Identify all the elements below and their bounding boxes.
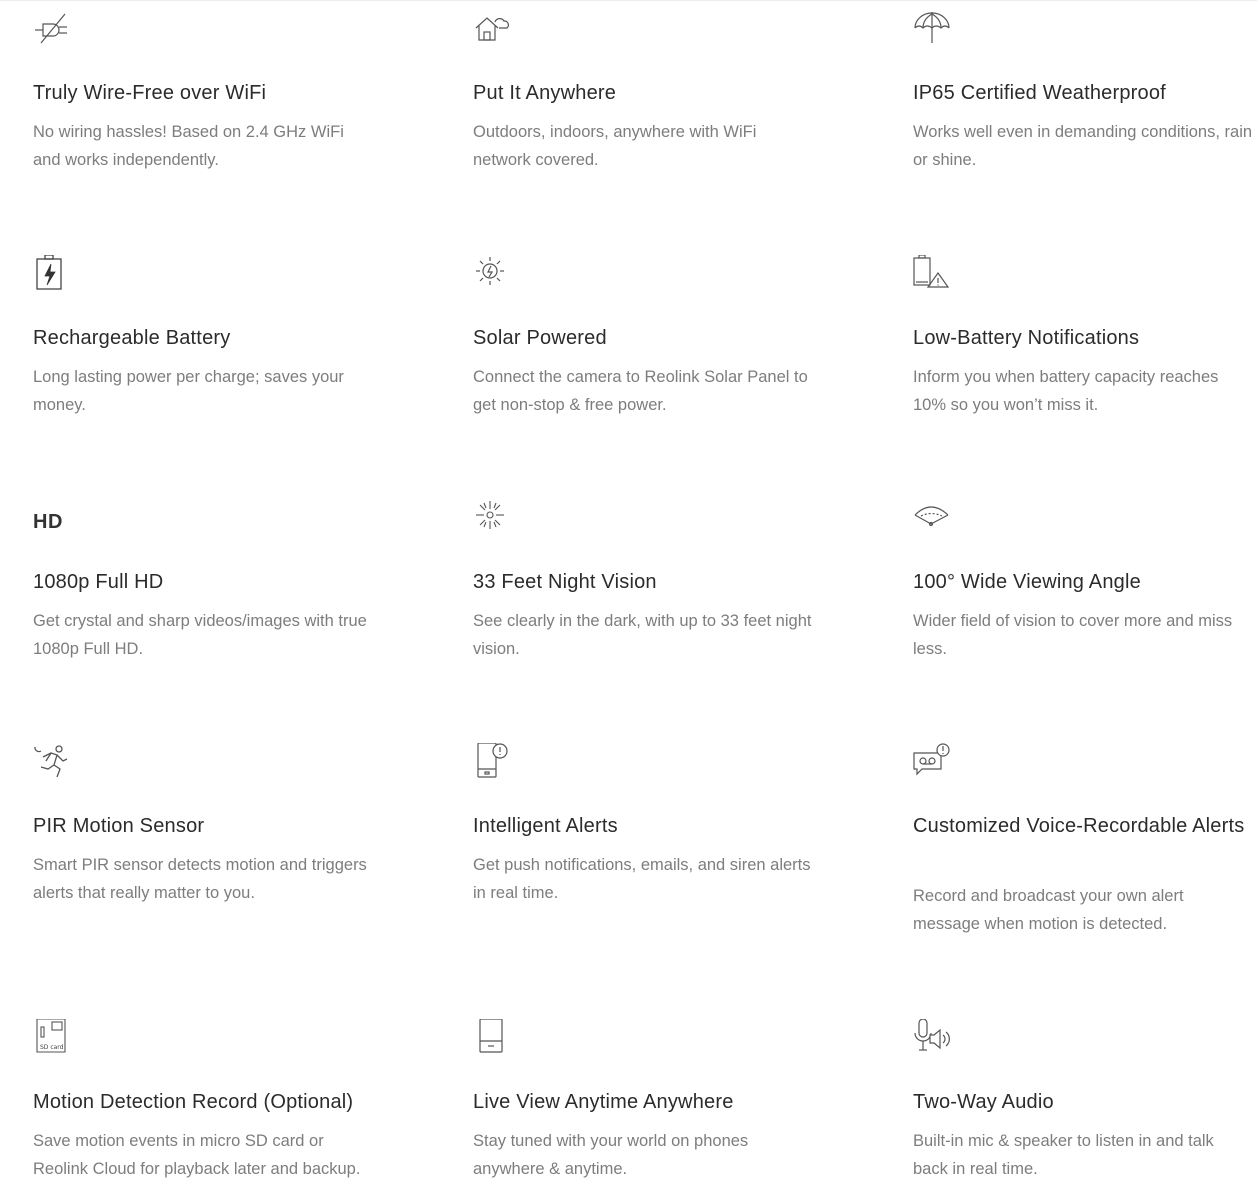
- feature-title: Motion Detection Record (Optional): [33, 1091, 354, 1113]
- feature-description: Wider field of vision to cover more and miss less.: [913, 612, 1233, 658]
- feature-title: Customized Voice-Recordable Alerts: [913, 815, 1245, 837]
- feature-title: Low-Battery Notifications: [913, 327, 1140, 349]
- feature-title: 1080p Full HD: [33, 571, 164, 593]
- voice-message-icon: [913, 743, 953, 783]
- feature-title: PIR Motion Sensor: [33, 815, 205, 837]
- feature-title: 33 Feet Night Vision: [473, 571, 657, 593]
- two-way-audio-icon: [913, 1019, 953, 1059]
- phone-icon: [473, 1019, 513, 1059]
- feature-title: Truly Wire-Free over WiFi: [33, 82, 267, 104]
- feature-description: Inform you when battery capacity reaches 10% so you won’t miss it.: [913, 368, 1219, 414]
- feature-description: See clearly in the dark, with up to 33 feet night vision.: [473, 612, 812, 658]
- feature-title: Solar Powered: [473, 327, 607, 349]
- low-battery-icon: [913, 255, 953, 295]
- feature-description: Get crystal and sharp videos/images with true 1080p Full HD.: [33, 612, 367, 658]
- feature-title: Live View Anytime Anywhere: [473, 1091, 734, 1113]
- feature-description: Connect the camera to Reolink Solar Panel to get non-stop & free power.: [473, 368, 808, 414]
- feature-title: Rechargeable Battery: [33, 327, 231, 349]
- running-person-icon: [33, 743, 73, 783]
- feature-description: No wiring hassles! Based on 2.4 GHz WiFi and works independently.: [33, 123, 344, 169]
- solar-icon: [473, 255, 513, 295]
- wide-angle-icon: [913, 499, 953, 539]
- house-icon: [473, 10, 513, 50]
- feature-title: IP65 Certified Weatherproof: [913, 82, 1166, 104]
- no-wire-icon: [33, 10, 73, 50]
- battery-icon: [33, 255, 73, 295]
- phone-alert-icon: [473, 743, 513, 783]
- feature-description: Smart PIR sensor detects motion and triggers alerts that really matter to you.: [33, 856, 367, 902]
- feature-description: Long lasting power per charge; saves your money.: [33, 368, 344, 414]
- feature-description: Stay tuned with your world on phones anywhere & anytime.: [473, 1132, 749, 1178]
- feature-title: Two-Way Audio: [913, 1091, 1054, 1113]
- feature-description: Outdoors, indoors, anywhere with WiFi network covered.: [473, 123, 757, 169]
- hd-icon: HD: [33, 511, 63, 533]
- top-divider: [0, 0, 1257, 1]
- feature-title: Intelligent Alerts: [473, 815, 618, 837]
- feature-title: Put It Anywhere: [473, 82, 617, 104]
- feature-description: Save motion events in micro SD card or Reolink Cloud for playback later and backup.: [33, 1132, 361, 1178]
- feature-title: 100° Wide Viewing Angle: [913, 571, 1141, 593]
- feature-description: Works well even in demanding conditions, rain or shine.: [913, 123, 1253, 169]
- feature-description: Get push notifications, emails, and siren alerts in real time.: [473, 856, 811, 902]
- sd-card-icon: [33, 1019, 73, 1059]
- feature-description: Built-in mic & speaker to listen in and talk back in real time.: [913, 1132, 1214, 1178]
- umbrella-icon: [913, 10, 953, 50]
- svg-text:SD card: SD card: [40, 1044, 64, 1051]
- feature-description: Record and broadcast your own alert message when motion is detected.: [913, 887, 1184, 933]
- night-vision-icon: [473, 499, 513, 539]
